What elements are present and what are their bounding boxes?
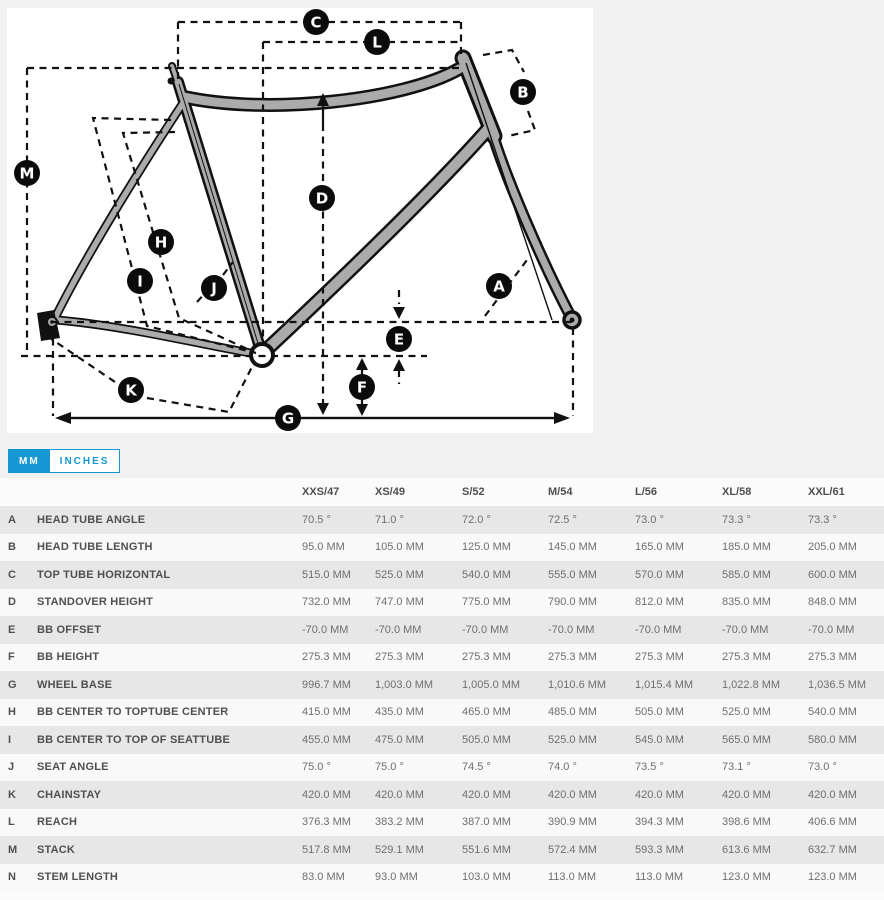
cell-value: 165.0 MM bbox=[635, 541, 684, 554]
cell-value: 540.0 MM bbox=[462, 568, 511, 581]
cell-value: 74.5 ° bbox=[462, 761, 491, 774]
column-header: XXS/47 bbox=[302, 486, 340, 498]
bubble-H bbox=[148, 229, 174, 255]
column-header: M/54 bbox=[548, 486, 573, 498]
cell-value: 75.0 ° bbox=[302, 761, 331, 774]
cell-value: 205.0 MM bbox=[808, 541, 857, 554]
cell-value: 545.0 MM bbox=[635, 733, 684, 746]
bubble-F bbox=[349, 374, 375, 400]
row-letter: K bbox=[8, 788, 16, 801]
row-label: STANDOVER HEIGHT bbox=[37, 596, 154, 609]
svg-text:C: C bbox=[310, 13, 322, 32]
table-row bbox=[0, 836, 884, 864]
table-row bbox=[0, 781, 884, 809]
row-label: CHAINSTAY bbox=[37, 788, 102, 801]
row-label: SEAT ANGLE bbox=[37, 761, 109, 774]
cell-value: 387.0 MM bbox=[462, 816, 511, 829]
front-dropout bbox=[564, 312, 580, 328]
cell-value: 517.8 MM bbox=[302, 843, 351, 856]
cell-value: 732.0 MM bbox=[302, 596, 351, 609]
row-letter: D bbox=[8, 596, 16, 609]
row-label: STACK bbox=[37, 843, 76, 856]
cell-value: 185.0 MM bbox=[722, 541, 771, 554]
cell-value: 275.3 MM bbox=[462, 651, 511, 664]
cell-value: 420.0 MM bbox=[548, 788, 597, 801]
row-label: HEAD TUBE ANGLE bbox=[37, 513, 146, 526]
table-row bbox=[0, 809, 884, 837]
cell-value: -70.0 MM bbox=[548, 623, 595, 636]
row-letter: H bbox=[8, 706, 16, 719]
row-letter: F bbox=[8, 651, 15, 664]
cell-value: 74.0 ° bbox=[548, 761, 577, 774]
cell-value: 420.0 MM bbox=[302, 788, 351, 801]
bubble-J bbox=[201, 275, 227, 301]
cell-value: -70.0 MM bbox=[722, 623, 769, 636]
table-row bbox=[0, 699, 884, 727]
cell-value: 73.0 ° bbox=[808, 761, 837, 774]
cell-value: 275.3 MM bbox=[548, 651, 597, 664]
bubble-A bbox=[486, 273, 512, 299]
mm-toggle-button[interactable]: MM bbox=[9, 450, 50, 472]
row-letter: M bbox=[8, 843, 18, 856]
row-label: REACH bbox=[37, 816, 78, 829]
cell-value: 113.0 MM bbox=[635, 871, 684, 884]
cell-value: 73.3 ° bbox=[808, 513, 837, 526]
bubble-L bbox=[364, 29, 390, 55]
row-letter: L bbox=[8, 816, 15, 829]
cell-value: 593.3 MM bbox=[635, 843, 684, 856]
cell-value: 565.0 MM bbox=[722, 733, 771, 746]
cell-value: 585.0 MM bbox=[722, 568, 771, 581]
row-label: BB CENTER TO TOPTUBE CENTER bbox=[37, 706, 229, 719]
svg-text:H: H bbox=[154, 233, 168, 252]
row-label: WHEEL BASE bbox=[37, 678, 113, 691]
table-row bbox=[0, 671, 884, 699]
cell-value: 572.4 MM bbox=[548, 843, 597, 856]
cell-value: 73.0 ° bbox=[635, 513, 664, 526]
cell-value: 485.0 MM bbox=[548, 706, 597, 719]
cell-value: 632.7 MM bbox=[808, 843, 857, 856]
cell-value: 105.0 MM bbox=[375, 541, 424, 554]
cell-value: 475.0 MM bbox=[375, 733, 424, 746]
cell-value: 1,036.5 MM bbox=[808, 678, 867, 691]
svg-text:K: K bbox=[125, 381, 137, 400]
geometry-diagram bbox=[7, 8, 593, 433]
cell-value: 1,003.0 MM bbox=[375, 678, 434, 691]
column-header: XXL/61 bbox=[808, 486, 845, 498]
cell-value: 123.0 MM bbox=[722, 871, 771, 884]
table-row bbox=[0, 506, 884, 534]
cell-value: 540.0 MM bbox=[808, 706, 857, 719]
svg-text:B: B bbox=[517, 83, 529, 102]
cell-value: 415.0 MM bbox=[302, 706, 351, 719]
row-letter: C bbox=[8, 568, 16, 581]
table-row bbox=[0, 561, 884, 589]
row-letter: G bbox=[8, 678, 17, 691]
cell-value: 790.0 MM bbox=[548, 596, 597, 609]
cell-value: 71.0 ° bbox=[375, 513, 404, 526]
cell-value: 1,022.8 MM bbox=[722, 678, 781, 691]
cell-value: 383.2 MM bbox=[375, 816, 424, 829]
table-row bbox=[0, 589, 884, 617]
row-label: BB OFFSET bbox=[37, 623, 102, 636]
cell-value: 570.0 MM bbox=[635, 568, 684, 581]
column-header: XS/49 bbox=[375, 486, 405, 498]
column-header: S/52 bbox=[462, 486, 485, 498]
cell-value: 580.0 MM bbox=[808, 733, 857, 746]
column-header: XL/58 bbox=[722, 486, 752, 498]
row-letter: E bbox=[8, 623, 16, 636]
cell-value: 125.0 MM bbox=[462, 541, 511, 554]
cell-value: 73.5 ° bbox=[635, 761, 664, 774]
svg-text:I: I bbox=[137, 272, 143, 291]
cell-value: 775.0 MM bbox=[462, 596, 511, 609]
cell-value: 747.0 MM bbox=[375, 596, 424, 609]
cell-value: -70.0 MM bbox=[808, 623, 855, 636]
cell-value: 73.1 ° bbox=[722, 761, 751, 774]
row-label: BB CENTER TO TOP OF SEATTUBE bbox=[37, 733, 231, 746]
bubble-I bbox=[127, 268, 153, 294]
cell-value: 420.0 MM bbox=[635, 788, 684, 801]
cell-value: 505.0 MM bbox=[635, 706, 684, 719]
bike-frame-illustration bbox=[7, 8, 593, 433]
bubble-C bbox=[303, 9, 329, 35]
cell-value: 275.3 MM bbox=[302, 651, 351, 664]
row-label: STEM LENGTH bbox=[37, 871, 119, 884]
cell-value: 613.6 MM bbox=[722, 843, 771, 856]
svg-text:E: E bbox=[393, 330, 405, 349]
row-letter: B bbox=[8, 541, 16, 554]
table-row bbox=[0, 616, 884, 644]
bubble-G bbox=[275, 405, 301, 431]
cell-value: 420.0 MM bbox=[808, 788, 857, 801]
cell-value: 420.0 MM bbox=[722, 788, 771, 801]
cell-value: -70.0 MM bbox=[375, 623, 422, 636]
cell-value: 1,015.4 MM bbox=[635, 678, 694, 691]
row-label: BB HEIGHT bbox=[37, 651, 100, 664]
row-letter: N bbox=[8, 871, 16, 884]
cell-value: 145.0 MM bbox=[548, 541, 597, 554]
svg-text:D: D bbox=[315, 189, 329, 208]
cell-value: 1,005.0 MM bbox=[462, 678, 521, 691]
column-header: L/56 bbox=[635, 486, 658, 498]
table-body bbox=[0, 506, 884, 891]
inches-toggle-button[interactable]: INCHES bbox=[50, 450, 120, 472]
cell-value: 551.6 MM bbox=[462, 843, 511, 856]
svg-text:A: A bbox=[493, 277, 505, 296]
bubble-B bbox=[510, 79, 536, 105]
dimension-lines bbox=[21, 22, 573, 416]
cell-value: 83.0 MM bbox=[302, 871, 345, 884]
cell-value: 435.0 MM bbox=[375, 706, 424, 719]
cell-value: 75.0 ° bbox=[375, 761, 404, 774]
cell-value: 525.0 MM bbox=[722, 706, 771, 719]
cell-value: 600.0 MM bbox=[808, 568, 857, 581]
row-label: TOP TUBE HORIZONTAL bbox=[37, 568, 171, 581]
svg-text:F: F bbox=[356, 378, 368, 397]
row-label: HEAD TUBE LENGTH bbox=[37, 541, 153, 554]
cell-value: 455.0 MM bbox=[302, 733, 351, 746]
cell-value: 275.3 MM bbox=[375, 651, 424, 664]
cell-value: 835.0 MM bbox=[722, 596, 771, 609]
cell-value: 420.0 MM bbox=[462, 788, 511, 801]
cell-value: 529.1 MM bbox=[375, 843, 424, 856]
cell-value: 113.0 MM bbox=[548, 871, 597, 884]
cell-value: 505.0 MM bbox=[462, 733, 511, 746]
cell-value: 275.3 MM bbox=[635, 651, 684, 664]
cell-value: 123.0 MM bbox=[808, 871, 857, 884]
unit-toggle bbox=[8, 449, 120, 473]
cell-value: -70.0 MM bbox=[635, 623, 682, 636]
cell-value: 72.0 ° bbox=[462, 513, 491, 526]
cell-value: 555.0 MM bbox=[548, 568, 597, 581]
cell-value: 376.3 MM bbox=[302, 816, 351, 829]
table-header-row bbox=[0, 478, 884, 506]
cell-value: 398.6 MM bbox=[722, 816, 771, 829]
table-row bbox=[0, 644, 884, 672]
row-letter: A bbox=[8, 513, 16, 526]
table-row bbox=[0, 534, 884, 562]
table-row bbox=[0, 726, 884, 754]
cell-value: 525.0 MM bbox=[375, 568, 424, 581]
svg-text:M: M bbox=[19, 164, 35, 183]
row-letter: J bbox=[8, 761, 15, 774]
bubble-M bbox=[14, 160, 40, 186]
cell-value: 406.6 MM bbox=[808, 816, 857, 829]
cell-value: 275.3 MM bbox=[808, 651, 857, 664]
cell-value: 525.0 MM bbox=[548, 733, 597, 746]
bubble-E bbox=[386, 326, 412, 352]
svg-text:L: L bbox=[372, 33, 382, 52]
cell-value: 394.3 MM bbox=[635, 816, 684, 829]
cell-value: 73.3 ° bbox=[722, 513, 751, 526]
cell-value: 515.0 MM bbox=[302, 568, 351, 581]
cell-value: 465.0 MM bbox=[462, 706, 511, 719]
cell-value: 275.3 MM bbox=[722, 651, 771, 664]
cell-value: -70.0 MM bbox=[462, 623, 509, 636]
cell-value: 95.0 MM bbox=[302, 541, 345, 554]
cell-value: 848.0 MM bbox=[808, 596, 857, 609]
cell-value: 1,010.6 MM bbox=[548, 678, 607, 691]
table-row bbox=[0, 864, 884, 892]
geometry-table bbox=[0, 478, 884, 900]
cell-value: 70.5 ° bbox=[302, 513, 331, 526]
cell-value: -70.0 MM bbox=[302, 623, 349, 636]
cell-value: 996.7 MM bbox=[302, 678, 351, 691]
bubble-D bbox=[309, 185, 335, 211]
row-letter: I bbox=[8, 733, 12, 746]
bubble-K bbox=[118, 377, 144, 403]
table-row bbox=[0, 754, 884, 782]
cell-value: 812.0 MM bbox=[635, 596, 684, 609]
seatpost-clamp bbox=[168, 78, 175, 85]
cell-value: 103.0 MM bbox=[462, 871, 511, 884]
cell-value: 420.0 MM bbox=[375, 788, 424, 801]
cell-value: 93.0 MM bbox=[375, 871, 418, 884]
cell-value: 390.9 MM bbox=[548, 816, 597, 829]
svg-text:G: G bbox=[281, 409, 295, 428]
cell-value: 72.5 ° bbox=[548, 513, 577, 526]
svg-text:J: J bbox=[211, 279, 217, 298]
